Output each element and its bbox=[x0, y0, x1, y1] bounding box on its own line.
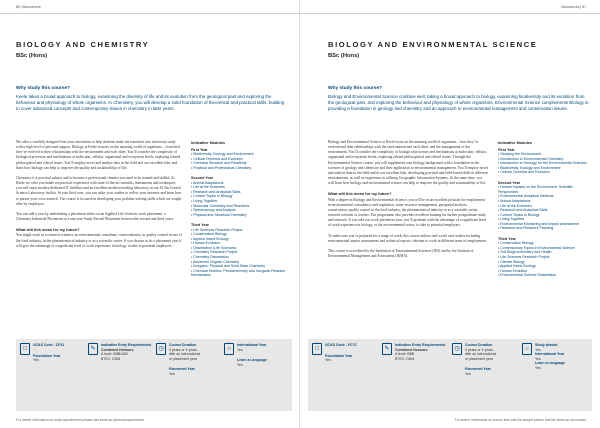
course-subtitle: BSc (Hons) bbox=[328, 53, 360, 59]
header-rule bbox=[0, 13, 299, 14]
module-item: • Biodiversity, Ecology and Environment bbox=[191, 152, 291, 157]
modules-heading: Indicative Modules bbox=[498, 141, 532, 145]
body-paragraph: You might work as a research scientist, an environmental consultant, conservationist, in quality control in one of the food industry, in the pharmaceutical industry or as a scientific writer. If you choose to do a placement year it will give the advantage of a significant level of work experience in biology to take to potential employers. bbox=[16, 233, 182, 248]
year-block bbox=[498, 148, 592, 175]
future-heading: What will this mean for my future? bbox=[328, 191, 392, 197]
clock-icon: ◷ bbox=[156, 343, 166, 355]
course-info-box bbox=[16, 339, 292, 411]
entry-requirements-icon: ✎ bbox=[382, 343, 392, 355]
module-item: • Chemical Structure and Reactivity bbox=[191, 161, 291, 166]
body-paragraph: This course is accredited by the Institution of Environmental Sciences (IES) and by the Institute of Environmental Management and Assessment (IEMA). bbox=[328, 248, 474, 258]
duration-line: with an international bbox=[169, 352, 201, 356]
body-paragraph: Biology and Environmental Science at Keele focus on the amazing world of organisms – how they’ve evolved and their relationships with the environment and each other, and the management of the environment. You’ll consider the complexity of biological processes and mechanisms at molecular, cellular, organismal and ecosystem levels, exploring related philosophical and ethical issues. Through the Environmental Science course, you will supplement your biology background with a foundation in the sciences of geology and chemistry and their application to environmental management. You’ll employ novel and analyse data in the field and in our excellent labs, developing practical and field-based skills in different environments, as well as experience in utilising Geographic Information Systems. At the same time, you will learn how biology and environmental science can help to improve the quality and sustainability of life. bbox=[328, 140, 488, 186]
course-title: BIOLOGY AND ENVIRONMENTAL SCIENCE bbox=[328, 40, 538, 49]
duration-line: or placement year bbox=[465, 356, 494, 361]
year-block bbox=[498, 237, 592, 278]
indicative-modules bbox=[498, 141, 592, 278]
year-block bbox=[191, 223, 291, 278]
entry-label: Indicative Entry Requirements bbox=[395, 343, 446, 347]
foundation-label: Foundation Year bbox=[33, 353, 61, 358]
entry-line: A level: BBB bbox=[395, 352, 415, 356]
placement-value: Yes bbox=[169, 371, 175, 376]
course-title: BIOLOGY AND CHEMISTRY bbox=[16, 40, 150, 49]
module-item: • Conservation Biology bbox=[191, 232, 291, 237]
module-item: • Environmental Monitoring and Impact Assessment bbox=[498, 222, 592, 227]
entry-line: A level: BBB/ABC bbox=[101, 352, 129, 356]
ucas-icon: □ bbox=[20, 343, 30, 355]
right-page bbox=[300, 0, 600, 428]
entry-column bbox=[88, 343, 151, 361]
module-item: • Dissertation (Life Sciences) bbox=[191, 246, 291, 251]
why-heading: Why study this course? bbox=[16, 86, 71, 91]
entry-label: Indicative Entry Requirements bbox=[101, 343, 152, 347]
placement-label: Placement Year bbox=[169, 367, 195, 371]
footer-note: For further information on course fees and the subject please visit the keele.ac.uk/courses bbox=[454, 418, 586, 422]
clock-icon: ◷ bbox=[452, 343, 462, 355]
language-label: Learn a Language bbox=[237, 358, 267, 362]
footer-note: For further information on entry requirements please visit keele.ac.uk/entryrequirements bbox=[16, 418, 144, 422]
body-paragraph: To make sure you’re prepared for a range of work, this course utilises real-world case studies including environmental impact assessments and technical reports, relevant to work in different areas of employment. bbox=[328, 233, 487, 243]
year-label: Second Year bbox=[498, 180, 521, 185]
module-item: • Environmental Science Dissertation bbox=[498, 273, 592, 278]
year-block bbox=[498, 181, 592, 231]
globe-icon: ○ bbox=[522, 343, 532, 355]
module-item: • Practical and Professional Chemistry bbox=[191, 166, 291, 171]
body-paragraph: Chemistry is a practical subject and to become a professional chemist you need to be trained and skilled. At Keele we offer you hands-on practical experience with state-of-the-art scientific instruments and techniques, you will enjoy modern dedicated IT facilities and an excellent modern teaching laboratory in our £3.5m Central Science Laboratory facility. In your third year, you can tailor your studies to reflect your interests and learn how to pursue your own research. The course is focused on developing your problem-solving skills which are sought after by employers. bbox=[16, 175, 182, 206]
study-abroad-value: Yes bbox=[535, 347, 541, 352]
body-text bbox=[328, 140, 488, 264]
module-item: • Conservation Biology bbox=[498, 241, 592, 246]
module-item: • Applied Insect Ecology bbox=[191, 237, 291, 242]
duration-line: with an international bbox=[465, 352, 497, 356]
module-item: • Current Topics in Biology bbox=[191, 194, 291, 199]
year-label: First Year bbox=[191, 147, 208, 152]
entry-column bbox=[382, 343, 445, 361]
module-item: • Human Evolution bbox=[191, 241, 291, 246]
module-item: • Human Impacts on the Environment: Scientific Perspectives bbox=[498, 185, 592, 194]
course-subtitle: BSc (Hons) bbox=[16, 53, 48, 59]
module-item: • Life at the Extremes bbox=[498, 204, 592, 209]
foundation-value: Yes bbox=[33, 358, 39, 362]
module-item: • Cellular Genetics and Evolution bbox=[498, 170, 592, 175]
module-item: • Introduction to Geology for the Environmental Sciences bbox=[498, 161, 592, 166]
module-item: • Advanced Organic Chemistry bbox=[191, 260, 291, 265]
why-heading: Why study this course? bbox=[328, 86, 383, 91]
module-item: • Physical and Structural Chemistry bbox=[191, 213, 291, 218]
module-item: • Inorganic, Physical and Solid State Chemistry bbox=[191, 264, 291, 269]
ucas-code: UCAS Code - CF11 bbox=[33, 343, 65, 347]
body-paragraph: With a degree in Biology and Environmental Science, you will be in an excellent position for employment in environmental consultancy and regulation, water resource management, geospatial analysis, conservation, quality control in the food industry, the pharmaceutical industry or as a scientific writer, research scientist or teacher. The programme also provides excellent training for further postgraduate study and research. If you take our work placement year, you’ll graduate with the advantage of a significant level of work experience in biology, or the environmental sector, to take to potential employers. bbox=[328, 197, 487, 228]
module-item: • Molecular Chemistry and Reactions bbox=[191, 204, 291, 209]
international-column bbox=[224, 343, 267, 367]
module-item: • Life Sciences Research Project bbox=[498, 255, 592, 260]
entry-line: BTEC: DDM bbox=[395, 356, 415, 361]
international-value: Yes bbox=[237, 347, 243, 352]
module-item: • Applied Insect Ecology bbox=[498, 264, 592, 269]
duration-column bbox=[452, 343, 496, 376]
module-item: • Introduction to Environmental Chemistry bbox=[498, 157, 592, 162]
why-text: Keele takes a broad approach to biology, examining the diversity of life and its evolution from the geological past and exploring the behaviour and physiology of whole organisms. In Chemistry, you will develop a solid foundation of theoretical and practical skills, building to cover advanced concepts and contemporary issues in chemistry in later years. bbox=[16, 94, 285, 112]
foundation-label: Foundation Year bbox=[325, 353, 353, 358]
module-item: • Current Topics in Biology bbox=[498, 213, 592, 218]
international-value: Yes bbox=[535, 356, 541, 361]
duration-line: 3 years or 4 years bbox=[169, 347, 198, 352]
ucas-code: UCAS Code - FC7C bbox=[325, 343, 357, 347]
body-text bbox=[16, 140, 182, 254]
year-label: First Year bbox=[498, 147, 515, 152]
module-item: • Life Sciences Research Project bbox=[191, 228, 291, 233]
year-label: Second Year bbox=[191, 176, 214, 181]
body-paragraph: We offer a carefully designed first-year curriculum to help students make the transition into university study with a high level of personal support. Biology at Keele focuses on the amazing world of organisms – from bird they’ve evolved to their relationships with the environment and each other. You’ll consider the complexity of biological processes and mechanisms at molecular, cellular, organismal and ecosystem levels, exploring related philosophical and ethical issues. You’ll employ novel and analyse data in the field and our excellent labs, and learn how biology can help to improve the quality and sustainability of life. bbox=[16, 140, 181, 170]
duration-line: or placement year bbox=[169, 356, 198, 361]
module-item: • Research and Analytical Skills bbox=[191, 190, 291, 195]
international-label: International Year bbox=[535, 352, 565, 356]
module-item: • Animal Adaptations bbox=[498, 199, 592, 204]
international-column bbox=[522, 343, 565, 370]
module-item: • Animal Adaptations bbox=[191, 181, 291, 186]
year-label: Third Year bbox=[191, 223, 209, 228]
placement-label: Placement Year bbox=[465, 367, 491, 371]
entry-line: BTEC: DDM bbox=[101, 356, 121, 361]
running-header: 86 | Biosciences bbox=[16, 5, 41, 9]
foundation-value: Yes bbox=[325, 358, 331, 362]
why-text: Biology and Environmental Science combine well, taking a broad approach to biology, examining biodiversity and its evolution from the geological past, and exploring the behaviour and physiology of whole organisms. Environmental Science complements Biology in providing a foundation in geology and chemistry and an approach to environmental management and conservation issues. bbox=[328, 94, 589, 112]
entry-requirements-icon: ✎ bbox=[88, 343, 98, 355]
header-rule bbox=[300, 13, 600, 14]
entry-line: Combined Honours bbox=[101, 347, 134, 352]
module-item: • Climate Biology bbox=[498, 260, 592, 265]
language-value: Yes bbox=[237, 362, 243, 367]
ucas-column bbox=[20, 343, 64, 363]
module-item: • Chemistry Dissertation bbox=[191, 255, 291, 260]
module-item: • Research and Fieldwork Planning bbox=[498, 226, 592, 231]
module-item: • Contemporary Topics in Environmental Science bbox=[498, 246, 592, 251]
module-item: • Environmental Analytical Methods bbox=[498, 194, 592, 199]
international-label: International Year bbox=[237, 343, 267, 347]
module-item: • Chemical Kinetics, Photochemistry and Inorganic Reaction Mechanisms bbox=[191, 269, 291, 278]
module-item: • Studying the Environment bbox=[498, 152, 592, 157]
year-block bbox=[191, 176, 291, 217]
future-heading: What will this mean for my future? bbox=[16, 227, 80, 233]
module-item: • Cellular Genetics and Evolution bbox=[191, 157, 291, 162]
duration-column bbox=[156, 343, 200, 376]
module-item: • Research and Analytical Skills bbox=[498, 208, 592, 213]
duration-label: Course Duration bbox=[465, 343, 493, 347]
language-value: Yes bbox=[535, 365, 541, 370]
placement-value: Yes bbox=[465, 371, 471, 376]
module-item: • Biodiversity, Ecology and Environment bbox=[498, 166, 592, 171]
study-abroad-label: Study abroad bbox=[535, 343, 558, 347]
body-paragraph: You can add a year by undertaking a placement either on an Applied Life Sciences work placement, a Chemistry Industrial Placement or a one year Study Abroad Placement between the second and third years. bbox=[16, 211, 174, 222]
entry-line: Combined Honours bbox=[395, 347, 428, 352]
modules-heading: Indicative Modules bbox=[191, 141, 225, 145]
ucas-icon: □ bbox=[312, 343, 322, 355]
module-item: • Soil Biogeochemistry and Health bbox=[498, 250, 592, 255]
module-item: • Living Together bbox=[498, 217, 592, 222]
module-item: • Life at the Extremes bbox=[191, 185, 291, 190]
duration-line: 3 years or 4 years bbox=[465, 347, 494, 352]
language-label: Learn a Language bbox=[535, 361, 565, 365]
indicative-modules bbox=[191, 141, 291, 278]
year-block bbox=[191, 148, 291, 171]
module-item: • Human Evolution bbox=[498, 269, 592, 274]
module-item: • Spectroscopy and Analysis bbox=[191, 208, 291, 213]
ucas-column bbox=[312, 343, 357, 363]
globe-icon: ○ bbox=[224, 343, 234, 355]
module-item: • Chemistry Research Project bbox=[191, 250, 291, 255]
running-header: Biosciences | 87 bbox=[561, 5, 586, 9]
module-item: • Living Together bbox=[191, 199, 291, 204]
duration-label: Course Duration bbox=[169, 343, 197, 347]
course-info-box bbox=[308, 339, 592, 411]
year-label: Third Year bbox=[498, 236, 516, 241]
